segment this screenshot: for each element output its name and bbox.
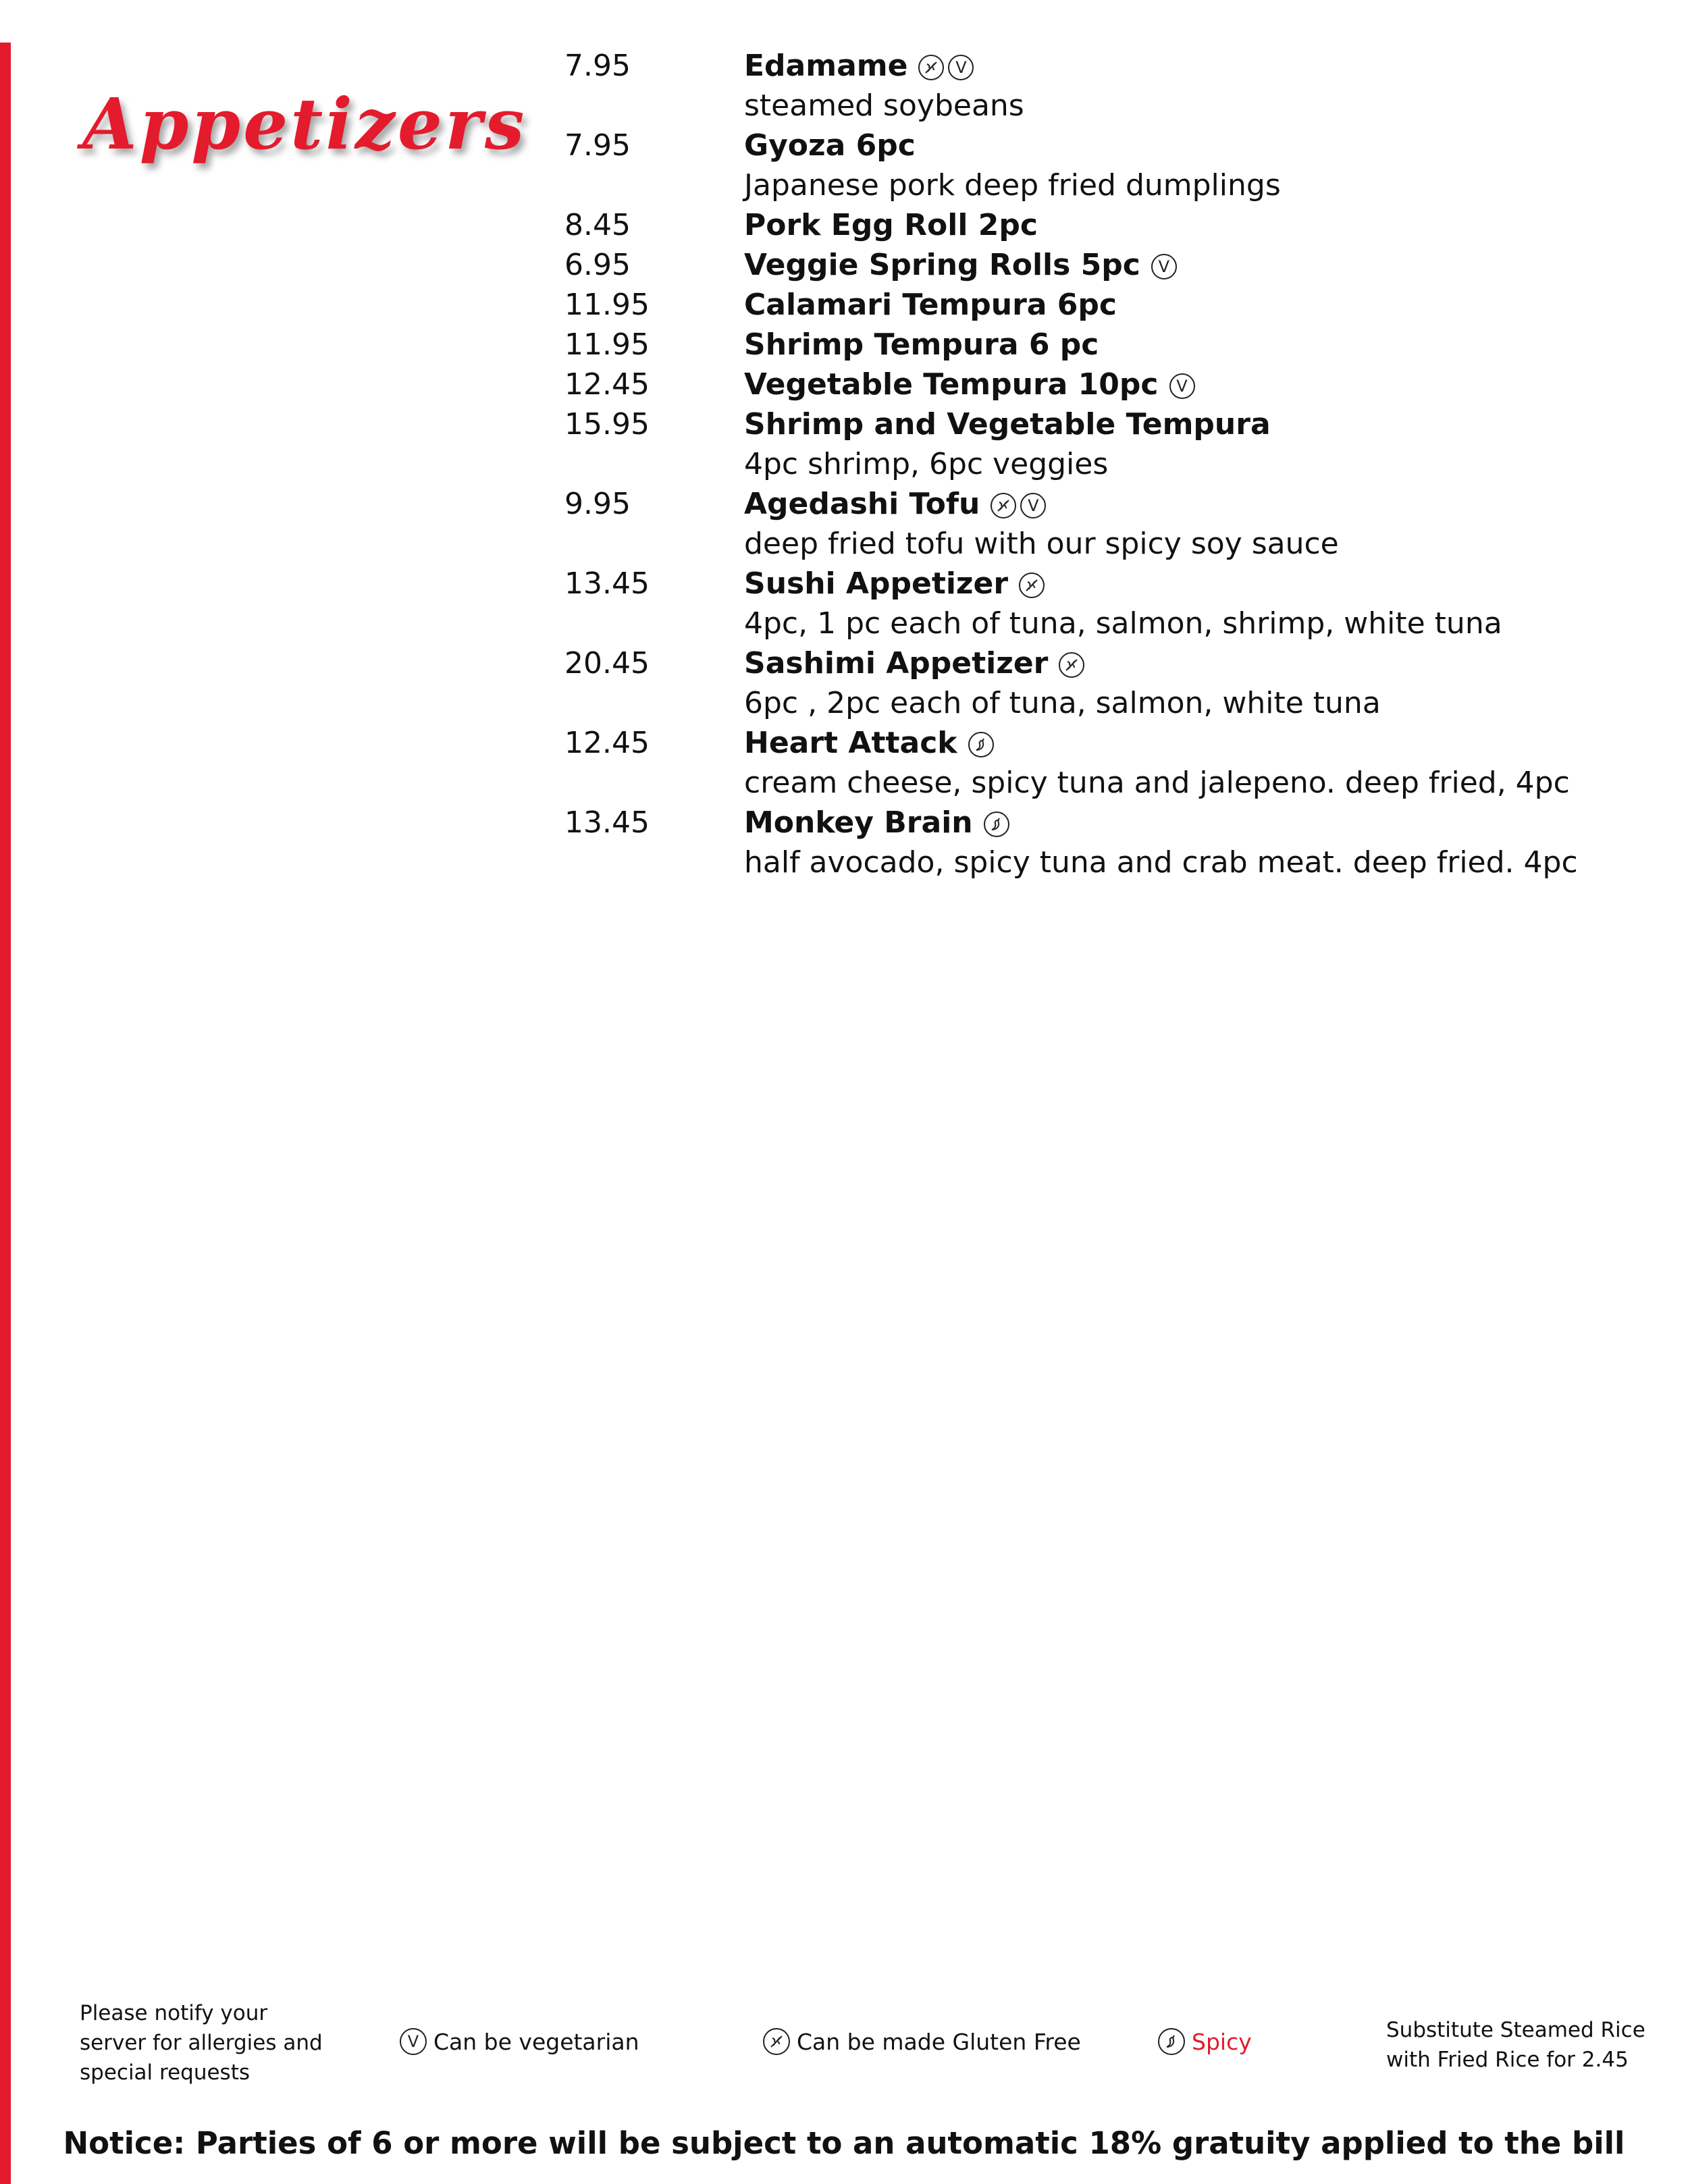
menu-item-icons [1019, 568, 1049, 603]
vegetarian-icon: V [1020, 493, 1046, 518]
allergy-note-line: server for allergies and [80, 2031, 323, 2055]
vegetarian-icon: V [1151, 254, 1177, 279]
menu-item-name [744, 367, 1199, 404]
menu-item [0, 480, 1688, 520]
menu-item-price: 11.95 [564, 288, 650, 322]
menu-item-description: Japanese pork deep fried dumplings [744, 168, 1281, 203]
menu-item-name [744, 487, 1050, 523]
menu-item-description-row [0, 520, 1688, 560]
menu-item-icons [1059, 648, 1088, 683]
menu-item-description: steamed soybeans [744, 88, 1024, 123]
menu-item-name [744, 248, 1181, 284]
menu-item-price: 12.45 [564, 367, 650, 402]
menu-item [0, 201, 1688, 241]
menu-item-name-text: Veggie Spring Rolls 5pc [744, 248, 1140, 282]
menu-item-name [744, 49, 978, 85]
menu-item-price: 8.45 [564, 208, 631, 242]
menu-item-name-text: Sushi Appetizer [744, 566, 1009, 601]
menu-item [0, 400, 1688, 440]
legend-vegetarian [400, 2029, 639, 2057]
menu-item [0, 560, 1688, 600]
menu-item-icons [968, 728, 998, 762]
menu-item-description: 6pc , 2pc each of tuna, salmon, white tuna [744, 686, 1381, 720]
menu-item-price: 6.95 [564, 248, 631, 282]
menu-item-name-text: Agedashi Tofu [744, 487, 980, 521]
menu-item-price: 13.45 [564, 805, 650, 840]
menu-item-name [744, 288, 1117, 322]
legend-spicy-label: Spicy [1192, 2029, 1252, 2055]
menu-item-name-text: Shrimp and Vegetable Tempura [744, 407, 1271, 442]
menu-item-name-text: Heart Attack [744, 726, 957, 760]
menu-item-price: 15.95 [564, 407, 650, 442]
menu-item-description-row [0, 161, 1688, 201]
menu-item-icons [1151, 250, 1181, 284]
menu-item-description: cream cheese, spicy tuna and jalepeno. deep fried, 4pc [744, 766, 1570, 800]
vegetarian-icon: V [1169, 373, 1195, 399]
menu-item [0, 799, 1688, 838]
menu-item-icons [1169, 369, 1199, 404]
menu-item-description: 4pc, 1 pc each of tuna, salmon, shrimp, white tuna [744, 606, 1502, 641]
menu-item-name [744, 208, 1038, 242]
menu-item-name-text: Gyoza 6pc [744, 128, 916, 163]
menu-item-description-row [0, 440, 1688, 480]
allergy-note [80, 1998, 323, 2087]
menu-item-icons [991, 489, 1050, 523]
legend-gluten-free-label: Can be made Gluten Free [797, 2029, 1081, 2055]
spicy-icon [968, 732, 994, 757]
menu-item-icons [918, 51, 978, 85]
menu-item-price: 7.95 [564, 128, 631, 163]
menu-item-price: 7.95 [564, 49, 631, 83]
menu-item [0, 42, 1688, 82]
menu-item-name-text: Shrimp Tempura 6 pc [744, 327, 1099, 362]
gratuity-notice: Notice: Parties of 6 or more will be subject to an automatic 18% gratuity applied to the bill [63, 2125, 1625, 2161]
menu-list [0, 42, 1688, 878]
page-title: Appetizers [82, 82, 527, 165]
gluten-free-icon [1019, 572, 1045, 598]
vegetarian-icon: V [400, 2028, 427, 2055]
menu-item-name-text: Vegetable Tempura 10pc [744, 367, 1159, 402]
menu-item-price: 12.45 [564, 726, 650, 760]
gluten-free-icon [918, 55, 944, 80]
legend-gluten-free [763, 2029, 1081, 2057]
menu-item-name-text: Sashimi Appetizer [744, 646, 1049, 681]
menu-item [0, 361, 1688, 400]
menu-item-description-row [0, 679, 1688, 719]
menu-item-name [744, 566, 1049, 603]
rice-note [1386, 2015, 1645, 2075]
spicy-icon [1158, 2028, 1185, 2055]
menu-item-price: 13.45 [564, 566, 650, 601]
spicy-icon [984, 811, 1009, 837]
rice-note-line: Substitute Steamed Rice [1386, 2018, 1645, 2042]
menu-item-name [744, 726, 998, 762]
menu-item-description-row [0, 600, 1688, 639]
gluten-free-icon [991, 493, 1016, 518]
menu-item-description: 4pc shrimp, 6pc veggies [744, 447, 1109, 481]
menu-item-name-text: Calamari Tempura 6pc [744, 288, 1117, 322]
menu-item [0, 321, 1688, 361]
menu-item-name-text: Pork Egg Roll 2pc [744, 208, 1038, 242]
menu-item [0, 639, 1688, 679]
vegetarian-icon: V [948, 55, 974, 80]
menu-item-price: 9.95 [564, 487, 631, 521]
rice-note-line: with Fried Rice for 2.45 [1386, 2048, 1629, 2072]
menu-item [0, 122, 1688, 161]
menu-item-description-row [0, 82, 1688, 122]
menu-item [0, 719, 1688, 759]
menu-item-name-text: Monkey Brain [744, 805, 973, 840]
menu-item-description-row [0, 838, 1688, 878]
legend-spicy [1158, 2029, 1252, 2057]
menu-item-description-row [0, 759, 1688, 799]
menu-item-name [744, 646, 1088, 683]
allergy-note-line: special requests [80, 2060, 250, 2085]
menu-item-name [744, 407, 1271, 442]
menu-item-price: 11.95 [564, 327, 650, 362]
menu-item-icons [984, 807, 1013, 842]
menu-item-description: deep fried tofu with our spicy soy sauce [744, 527, 1339, 561]
menu-item-name [744, 805, 1013, 842]
legend-vegetarian-label: Can be vegetarian [433, 2029, 639, 2055]
gluten-free-icon [1059, 652, 1084, 678]
gluten-free-icon [763, 2028, 790, 2055]
allergy-note-line: Please notify your [80, 2001, 268, 2025]
menu-item-name [744, 327, 1099, 362]
menu-item [0, 281, 1688, 321]
menu-item-description: half avocado, spicy tuna and crab meat. deep fried. 4pc [744, 845, 1578, 880]
menu-item [0, 241, 1688, 281]
menu-item-price: 20.45 [564, 646, 650, 681]
menu-item-name-text: Edamame [744, 49, 908, 83]
menu-item-name [744, 128, 916, 163]
